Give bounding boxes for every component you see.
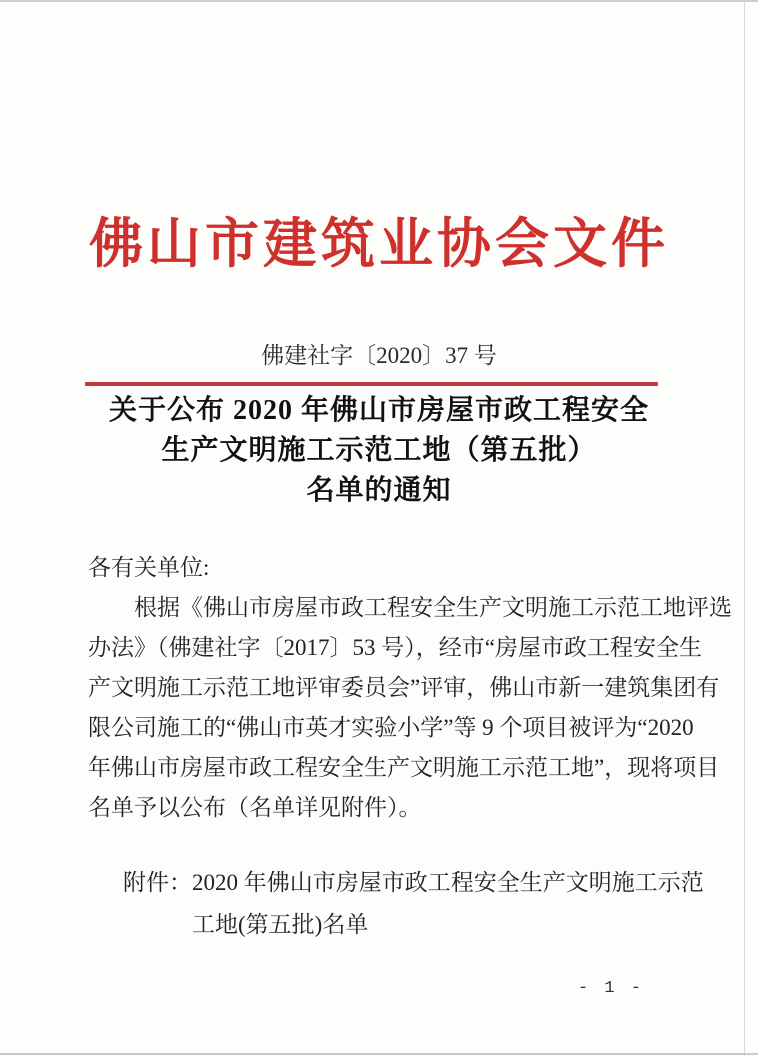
body-line: 根据《佛山市房屋市政工程安全生产文明施工示范工地评选: [134, 595, 732, 620]
attachment-note: [123, 862, 704, 946]
document-body: [88, 548, 732, 828]
attachment-label: 附件：: [123, 870, 192, 895]
attachment-line-1: 2020 年佛山市房屋市政工程安全生产文明施工示范: [192, 870, 704, 895]
document-title-line-2: 生产文明施工示范工地（第五批）: [161, 435, 597, 466]
document-number: 佛建社字〔2020〕37 号: [261, 343, 497, 368]
attachment-text: [192, 862, 704, 946]
document-title: [0, 391, 758, 511]
scan-edge-right: [744, 2, 745, 1056]
body-line: 名单予以公布（名单详见附件）。: [88, 795, 422, 820]
attachment-line-2: 工地(第五批)名单: [192, 912, 369, 937]
body-line: 办法》（佛建社字〔2017〕53 号），经市“房屋市政工程安全生: [88, 635, 702, 660]
body-line: 产文明施工示范工地评审委员会”评审，佛山市新一建筑集团有: [88, 675, 720, 700]
scan-edge-top: [0, 0, 758, 2]
red-divider-rule: [85, 382, 658, 386]
scan-edge-bottom: [0, 1053, 758, 1055]
letterhead-title: 佛山市建筑业协会文件: [89, 214, 669, 274]
page-number: - 1 -: [577, 979, 644, 998]
document-title-line-3: 名单的通知: [306, 475, 452, 506]
body-line: 限公司施工的“佛山市英才实验小学”等 9 个项目被评为“2020: [88, 715, 694, 740]
body-line: 年佛山市房屋市政工程安全生产文明施工示范工地”，现将项目: [88, 755, 720, 780]
document-title-line-1: 关于公布 2020 年佛山市房屋市政工程安全: [108, 395, 649, 426]
salutation: 各有关单位:: [88, 555, 210, 580]
